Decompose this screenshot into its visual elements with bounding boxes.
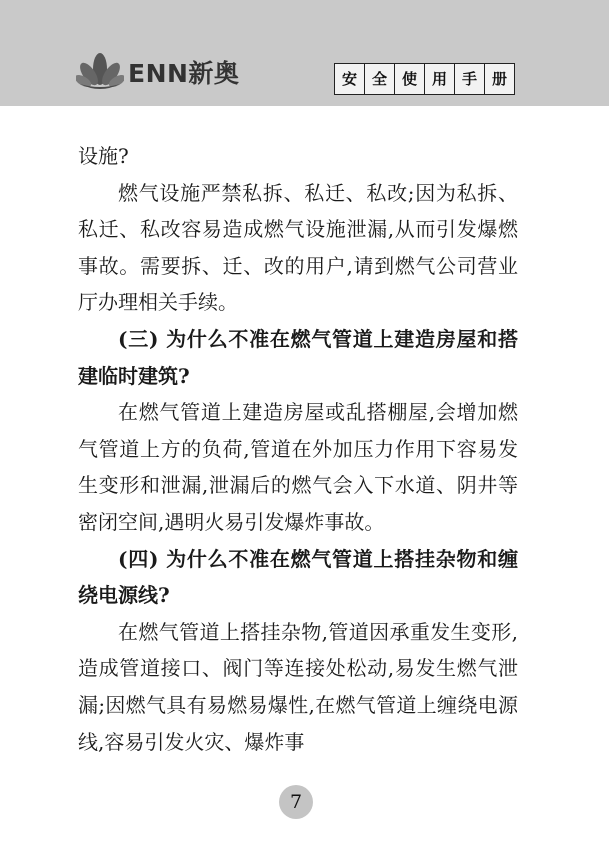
manual-title-char: 全: [365, 64, 395, 94]
section-heading: (四) 为什么不准在燃气管道上搭挂杂物和缠绕电源线?: [78, 546, 518, 608]
lotus-logo-icon: [76, 46, 124, 94]
manual-title-box: [334, 63, 515, 95]
manual-title-char: 安: [335, 64, 365, 94]
manual-title-char: 用: [425, 64, 455, 94]
logo-text: ENN新奥: [128, 59, 240, 88]
manual-title-char: 册: [491, 70, 507, 88]
body-paragraph: 燃气设施严禁私拆、私迁、私改;因为私拆、私迁、私改容易造成燃气设施泄漏,从而引发爆燃事故。需要拆、迁、改的用户,请到燃气公司营业厅办理相关手续。: [78, 180, 518, 315]
page-header: [0, 0, 609, 106]
body-paragraph: 在燃气管道上建造房屋或乱搭棚屋,会增加燃气管道上方的负荷,管道在外加压力作用下容易发生变形和泄漏,泄漏后的燃气会入下水道、阴井等密闭空间,遇明火易引发爆炸事故。: [78, 400, 518, 534]
body-paragraph: 在燃气管道上搭挂杂物,管道因承重发生变形,造成管道接口、阀门等连接处松动,易发生燃气泄漏;因燃气具有易燃易爆性,在燃气管道上缠绕电源线,容易引发火灾、爆炸事: [78, 619, 518, 754]
page-content: [78, 138, 518, 760]
manual-title-char: 手: [455, 64, 485, 94]
paragraph-continuation: 设施?: [78, 144, 129, 168]
enn-logo: [76, 46, 254, 94]
page-number: 7: [279, 785, 313, 819]
section-heading: (三) 为什么不准在燃气管道上建造房屋和搭建临时建筑?: [78, 326, 518, 388]
manual-title-char: 使: [395, 64, 425, 94]
